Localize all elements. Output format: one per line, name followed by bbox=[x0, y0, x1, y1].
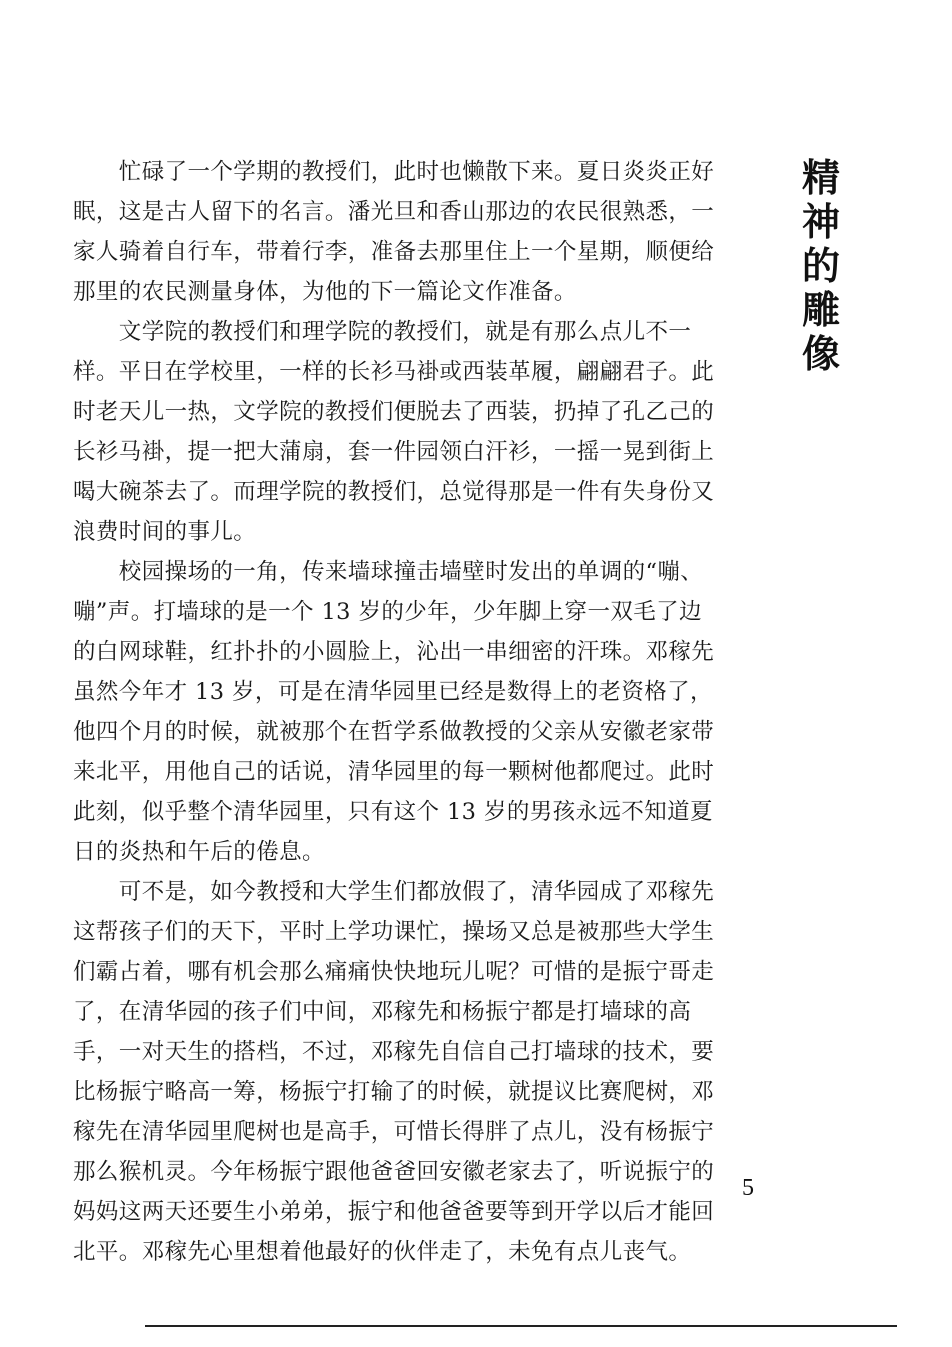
text-line: 妈妈这两天还要生小弟弟，振宁和他爸爸要等到开学以后才能回 bbox=[73, 1199, 715, 1225]
text-line: 了，在清华园的孩子们中间，邓稼先和杨振宁都是打墙球的高 bbox=[73, 999, 692, 1025]
paragraph bbox=[73, 552, 778, 872]
text-line: 这帮孩子们的天下，平时上学功课忙，操场又总是被那些大学生 bbox=[73, 919, 715, 945]
chapter-title-char: 的 bbox=[801, 244, 840, 288]
chapter-title-char: 神 bbox=[801, 200, 840, 244]
text-line: 北平。邓稼先心里想着他最好的伙伴走了，未免有点儿丧气。 bbox=[73, 1239, 692, 1265]
text-line: 稼先在清华园里爬树也是高手，可惜长得胖了点儿，没有杨振宁 bbox=[73, 1119, 715, 1145]
text-line: 忙碌了一个学期的教授们，此时也懒散下来。夏日炎炎正好 bbox=[73, 159, 715, 185]
text-line: 虽然今年才 13 岁，可是在清华园里已经是数得上的老资格了， bbox=[73, 679, 713, 705]
text-line: 们霸占着，哪有机会那么痛痛快快地玩儿呢？可惜的是振宁哥走 bbox=[73, 959, 715, 985]
body-text bbox=[73, 152, 778, 1272]
text-line: 浪费时间的事儿。 bbox=[73, 519, 257, 545]
chapter-title-char: 像 bbox=[801, 332, 840, 376]
page-number: 5 bbox=[742, 1175, 754, 1201]
text-line: 那么猴机灵。今年杨振宁跟他爸爸回安徽老家去了，听说振宁的 bbox=[73, 1159, 715, 1185]
paragraph bbox=[73, 872, 778, 1272]
text-line: 那里的农民测量身体，为他的下一篇论文作准备。 bbox=[73, 279, 577, 305]
text-line: 家人骑着自行车，带着行李，准备去那里住上一个星期，顺便给 bbox=[73, 239, 715, 265]
chapter-title-char: 精 bbox=[801, 156, 840, 200]
paragraph bbox=[73, 312, 778, 552]
text-line: 此刻，似乎整个清华园里，只有这个 13 岁的男孩永远不知道夏 bbox=[73, 799, 713, 825]
text-line: 来北平，用他自己的话说，清华园里的每一颗树他都爬过。此时 bbox=[73, 759, 715, 785]
text-line: 校园操场的一角，传来墙球撞击墙壁时发出的单调的“嘣、 bbox=[73, 559, 704, 585]
paragraph bbox=[73, 152, 778, 312]
text-line: 时老天儿一热，文学院的教授们便脱去了西装，扔掉了孔乙己的 bbox=[73, 399, 715, 425]
text-line: 他四个月的时候，就被那个在哲学系做教授的父亲从安徽老家带 bbox=[73, 719, 715, 745]
text-line: 嘣”声。打墙球的是一个 13 岁的少年，少年脚上穿一双毛了边 bbox=[73, 599, 702, 625]
text-line: 文学院的教授们和理学院的教授们，就是有那么点儿不一 bbox=[73, 319, 692, 345]
text-line: 手，一对天生的搭档，不过，邓稼先自信自己打墙球的技术，要 bbox=[73, 1039, 715, 1065]
text-line: 比杨振宁略高一筹，杨振宁打输了的时候，就提议比赛爬树，邓 bbox=[73, 1079, 715, 1105]
text-line: 的白网球鞋，红扑扑的小圆脸上，沁出一串细密的汗珠。邓稼先 bbox=[73, 639, 715, 665]
text-line: 样。平日在学校里，一样的长衫马褂或西装革履，翩翩君子。此 bbox=[73, 359, 715, 385]
text-line: 眠，这是古人留下的名言。潘光旦和香山那边的农民很熟悉，一 bbox=[73, 199, 715, 225]
chapter-title-vertical bbox=[795, 156, 847, 376]
chapter-title-char: 雕 bbox=[801, 288, 840, 332]
text-line: 喝大碗茶去了。而理学院的教授们，总觉得那是一件有失身份又 bbox=[73, 479, 715, 505]
text-line: 长衫马褂，提一把大蒲扇，套一件园领白汗衫，一摇一晃到街上 bbox=[73, 439, 715, 465]
text-line: 日的炎热和午后的倦息。 bbox=[73, 839, 325, 865]
text-line: 可不是，如今教授和大学生们都放假了，清华园成了邓稼先 bbox=[73, 879, 715, 905]
footer-divider bbox=[145, 1325, 897, 1327]
